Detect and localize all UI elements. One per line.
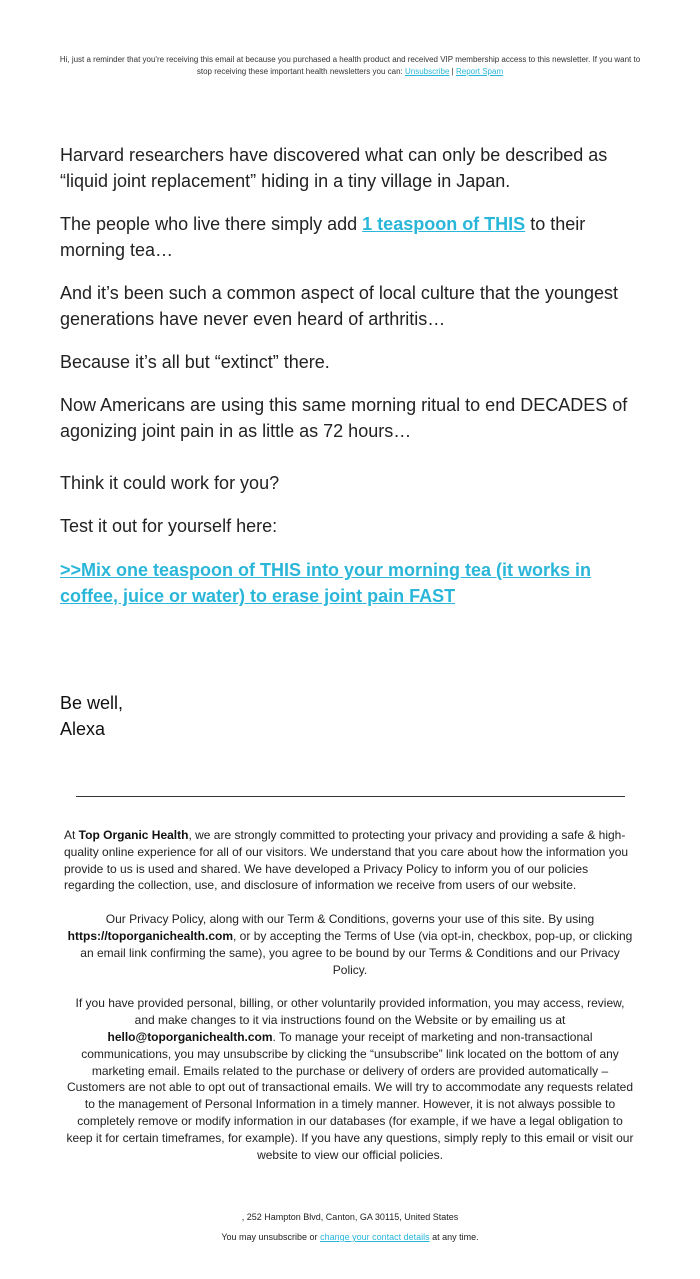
signoff-greeting: Be well,	[60, 693, 124, 713]
teaspoon-link[interactable]: 1 teaspoon of THIS	[362, 214, 526, 234]
privacy-p3-before: If you have provided personal, billing, or other voluntarily provided information, you may access, review, and make changes to it via instructions found on the Website or by emailing us at	[75, 996, 625, 1028]
change-contact-details-link[interactable]: change your contact details	[320, 1232, 430, 1242]
paragraph-culture: And it’s been such a common aspect of local culture that the youngest generations have never even heard of arthritis…	[60, 283, 618, 329]
paragraph-harvard: Harvard researchers have discovered what can only be described as “liquid joint replacement” hiding in a tiny village in Japan.	[60, 145, 608, 191]
preheader	[58, 54, 642, 78]
paragraph-question: Think it could work for you?	[60, 473, 280, 493]
paragraph-teaspoon	[60, 211, 650, 263]
footer-unsub-before: You may unsubscribe or	[221, 1232, 321, 1242]
email-body	[60, 142, 650, 609]
privacy-p3-after: . To manage your receipt of marketing and non-transactional communications, you may unsubscribe by clicking the “unsubscribe” link located on the bottom of any marketing email. Emails related to the purchase or delivery of orders are provided automatically – Customers are not able to opt out of transactional emails. We will try to accommodate any requests related to the management of Personal Information in a timely manner. However, it is not always possible to completely remove or modify information in our databases (for example, if we have a legal obligation to keep it for certain timeframes, for example). If you have any questions, simply reply to this email or visit our website to view our official policies.	[66, 1029, 634, 1162]
privacy-p1-before: At	[64, 828, 79, 842]
company-name: Top Organic Health	[78, 828, 189, 842]
paragraph-test: Test it out for yourself here:	[60, 516, 278, 536]
paragraph-teaspoon-before: The people who live there simply add	[60, 214, 363, 234]
privacy-p2-after: , or by accepting the Terms of Use (via opt-in, checkbox, pop-up, or clicking an email link confirming the same), you agree to be bound by our Terms & Conditions and our Privacy Policy.	[80, 928, 633, 977]
privacy-paragraph-3	[64, 995, 636, 1163]
cta-paragraph	[60, 557, 650, 609]
footer-unsubscribe	[0, 1231, 700, 1243]
privacy-paragraph-2	[64, 911, 636, 978]
privacy-p1-after: , we are strongly committed to protecting your privacy and providing a safe & high-quality online experience for all of our visitors. We understand that you care about how the information you provide to us is used and shared. We have developed a Privacy Policy to inform you of our policies regarding the collection, use, and disclosure of information we receive from users of our website.	[64, 828, 629, 893]
paragraph-americans: Now Americans are using this same morning ritual to end DECADES of agonizing joint pain in as little as 72 hours…	[60, 395, 628, 441]
unsubscribe-link[interactable]: Unsubscribe	[404, 67, 450, 76]
website-url: https://toporganichealth.com	[67, 928, 234, 943]
footer-divider	[76, 796, 625, 797]
report-spam-link[interactable]: Report Spam	[455, 67, 504, 76]
signoff	[60, 690, 123, 742]
mailing-address: , 252 Hampton Blvd, Canton, GA 30115, United States	[241, 1212, 459, 1222]
preheader-separator: |	[449, 67, 456, 76]
footer-unsub-after: at any time.	[429, 1232, 479, 1242]
signoff-name: Alexa	[60, 719, 106, 739]
privacy-p2-before: Our Privacy Policy, along with our Term & Conditions, governs your use of this site. By using	[105, 912, 595, 927]
cta-link[interactable]: >>Mix one teaspoon of THIS into your morning tea (it works in coffee, juice or water) to erase joint pain FAST	[60, 560, 592, 606]
preheader-text: Hi, just a reminder that you're receiving this email at because you purchased a health product and received VIP membership access to this newsletter. If you want to stop receiving these important health newsletters you can:	[59, 55, 641, 76]
paragraph-teaspoon-after: to their morning tea…	[60, 214, 586, 260]
privacy-section	[64, 827, 636, 1180]
privacy-paragraph-1	[64, 827, 636, 894]
paragraph-extinct: Because it’s all but “extinct” there.	[60, 352, 330, 372]
contact-email: hello@toporganichealth.com	[107, 1029, 273, 1044]
